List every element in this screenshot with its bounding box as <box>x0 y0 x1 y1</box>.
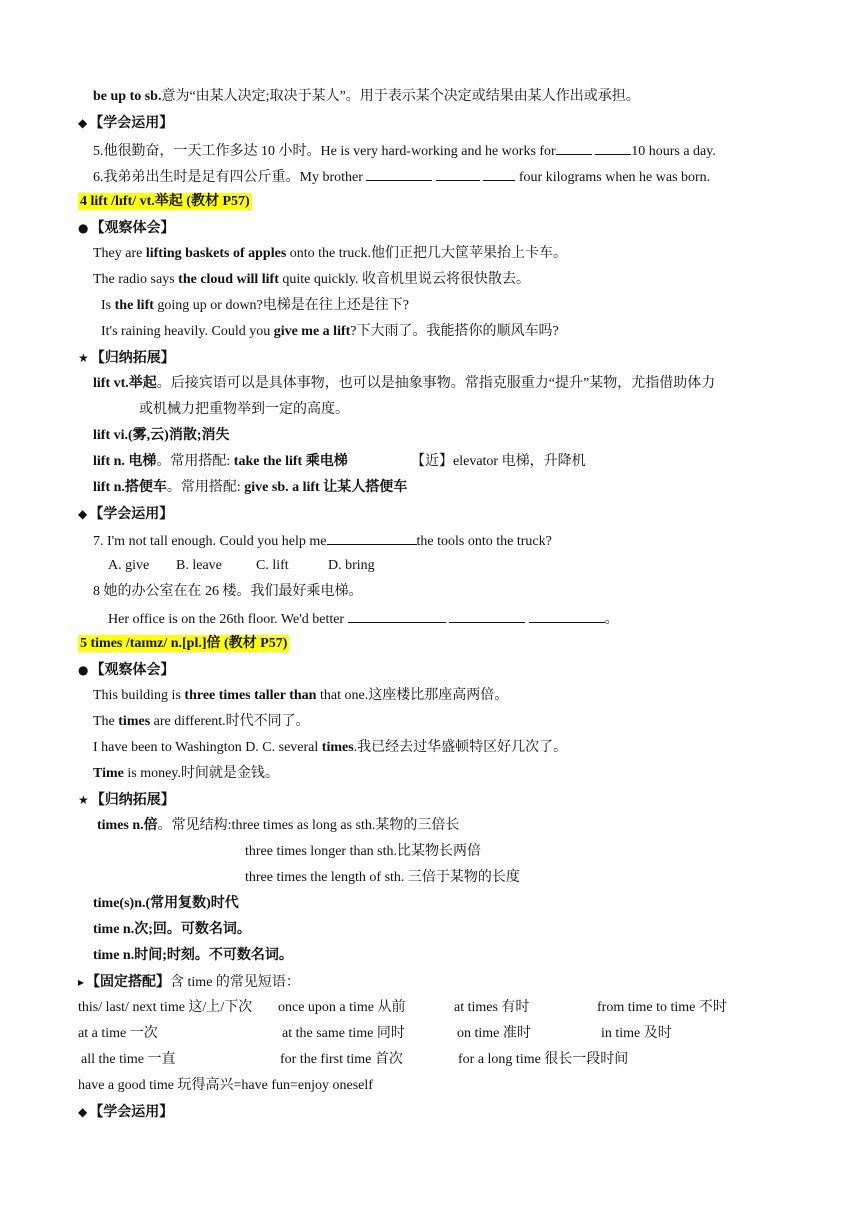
example-sentence: They are lifting baskets of apples onto the truck.他们正把几大筐苹果抬上卡车。 <box>93 246 568 261</box>
learn-use-heading: ◆ 【学会运用】 <box>78 1105 174 1120</box>
summary-line: three times longer than sth.比某物长两倍 <box>245 844 482 859</box>
example-sentence: Time is money.时间就是金钱。 <box>93 766 279 781</box>
answer-blank[interactable] <box>348 608 446 623</box>
answer-blank[interactable] <box>556 140 592 155</box>
phrase-item: on time 准时 <box>457 1026 531 1041</box>
observe-heading: ● 【观察体会】 <box>78 663 175 678</box>
observe-heading: ● 【观察体会】 <box>78 221 175 236</box>
summary-heading: ★ 【归纳拓展】 <box>78 793 175 808</box>
diamond-icon: ◆ <box>78 507 88 521</box>
exercise-8: 8 她的办公室在在 26 楼。我们最好乘电梯。 <box>93 584 363 599</box>
summary-line: 【近】elevator 电梯，升降机 <box>411 454 586 469</box>
phrase-item: at the same time 同时 <box>282 1026 405 1041</box>
example-sentence: I have been to Washington D. C. several times.我已经去过华盛顿特区好几次了。 <box>93 740 568 755</box>
exercise-6: 6.我弟弟出生时是足有四公斤重。My brother four kilograms when he was born. <box>93 166 710 188</box>
diamond-icon: ◆ <box>78 116 88 130</box>
circle-icon: ● <box>78 663 89 677</box>
option-d[interactable]: D. bring <box>328 558 375 573</box>
summary-line: 或机械力把重物举到一定的高度。 <box>139 402 349 417</box>
summary-heading: ★ 【归纳拓展】 <box>78 351 175 366</box>
phrase-item: for a long time 很长一段时间 <box>458 1052 629 1067</box>
learn-use-heading: ◆ 【学会运用】 <box>78 116 174 131</box>
summary-line: lift vt.举起。后接宾语可以是具体事物，也可以是抽象事物。常指克服重力“提升”某物，尤指借助体力 <box>93 376 716 391</box>
answer-blank[interactable] <box>436 166 480 181</box>
learn-use-heading: ◆ 【学会运用】 <box>78 507 174 522</box>
phrase-item: at a time 一次 <box>78 1026 158 1041</box>
diamond-icon: ◆ <box>78 1105 88 1119</box>
phrase-item: from time to time 不时 <box>597 1000 727 1015</box>
answer-blank[interactable] <box>595 140 631 155</box>
example-sentence: The times are different.时代不同了。 <box>93 714 310 729</box>
summary-line: lift vi.(雾,云)消散;消失 <box>93 428 230 443</box>
summary-line: time n.次;回。可数名词。 <box>93 922 251 937</box>
fixed-phrases-heading: ▸ 【固定搭配】含 time 的常见短语： <box>78 975 300 990</box>
circle-icon: ● <box>78 221 89 235</box>
example-sentence: Is the lift going up or down?电梯是在往上还是往下? <box>101 298 409 313</box>
exercise-5: 5.他很勤奋，一天工作多达 10 小时。He is very hard-working and he works for 10 hours a day. <box>93 140 716 162</box>
option-c[interactable]: C. lift <box>256 558 289 573</box>
star-icon: ★ <box>78 793 89 807</box>
star-icon: ★ <box>78 351 89 365</box>
example-sentence: The radio says the cloud will lift quite quickly. 收音机里说云将很快散去。 <box>93 272 530 287</box>
option-b[interactable]: B. leave <box>176 558 222 573</box>
answer-blank[interactable] <box>449 608 525 623</box>
phrase-item: once upon a time 从前 <box>278 1000 406 1015</box>
summary-line: time n.时间;时刻。不可数名词。 <box>93 948 293 963</box>
section-5-heading: 5 times /taɪmz/ n.[pl.]倍 (教材 P57) <box>80 636 288 651</box>
phrase-item: have a good time 玩得高兴=have fun=enjoy oneself <box>78 1078 373 1093</box>
section-4-heading: 4 lift /lɪft/ vt.举起 (教材 P57) <box>80 194 250 209</box>
answer-blank[interactable] <box>327 530 417 545</box>
answer-blank[interactable] <box>529 608 605 623</box>
exercise-7: 7. I'm not tall enough. Could you help me the tools onto the truck? <box>93 530 552 552</box>
phrase-item: in time 及时 <box>601 1026 672 1041</box>
answer-blank[interactable] <box>366 166 432 181</box>
summary-line: lift n.搭便车。常用搭配: give sb. a lift 让某人搭便车 <box>93 480 408 495</box>
answer-blank[interactable] <box>483 166 515 181</box>
example-sentence: It's raining heavily. Could you give me a lift?下大雨了。我能搭你的顺风车吗? <box>101 324 559 339</box>
phrase-item: all the time 一直 <box>81 1052 176 1067</box>
definition-line: be up to sb.意为“由某人决定;取决于某人”。用于表示某个决定或结果由某人作出或承担。 <box>93 89 640 104</box>
summary-line: times n.倍。常见结构:three times as long as sth.某物的三倍长 <box>97 818 460 833</box>
phrase-item: for the first time 首次 <box>280 1052 403 1067</box>
summary-line: lift n. 电梯。常用搭配: take the lift 乘电梯 <box>93 454 348 469</box>
option-a[interactable]: A. give <box>108 558 150 573</box>
exercise-8-english: Her office is on the 26th floor. We'd better 。 <box>108 608 619 630</box>
phrase-item: at times 有时 <box>454 1000 530 1015</box>
example-sentence: This building is three times taller than that one.这座楼比那座高两倍。 <box>93 688 509 703</box>
summary-line: three times the length of sth. 三倍于某物的长度 <box>245 870 520 885</box>
triangle-icon: ▸ <box>78 975 85 989</box>
phrase-item: this/ last/ next time 这/上/下次 <box>78 1000 253 1015</box>
summary-line: time(s)n.(常用复数)时代 <box>93 896 239 911</box>
